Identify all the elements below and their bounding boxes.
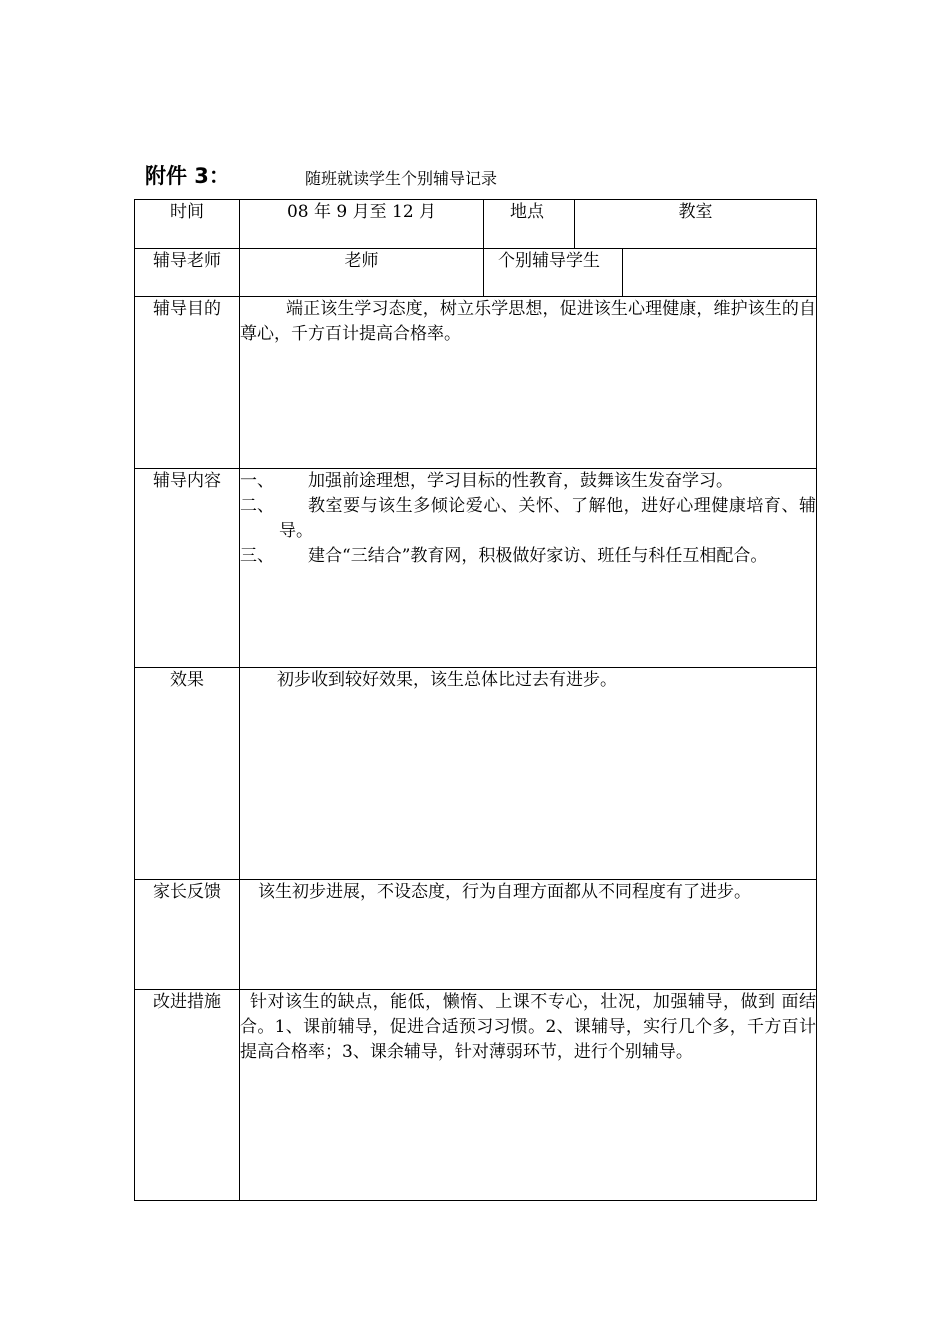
parent-feedback-label: 家长反馈	[135, 880, 240, 990]
effect-text: 初步收到较好效果，该生总体比过去有进步。	[277, 670, 617, 690]
row-effect	[135, 668, 817, 880]
student-label: 个别辅导学生	[484, 249, 623, 297]
content-item-text: 建合“三结合”教育网，积极做好家访、班任与科任互相配合。	[308, 546, 768, 566]
location-label: 地点	[484, 200, 575, 249]
teacher-value: 老师	[240, 249, 484, 297]
document-title: 随班就读学生个别辅导记录	[305, 169, 498, 188]
page-header	[145, 160, 805, 192]
parent-feedback-text: 该生初步进展，不设态度，行为自理方面都从不同程度有了进步。	[258, 882, 751, 902]
parent-feedback-cell	[240, 880, 817, 990]
content-item	[240, 544, 816, 569]
row-content	[135, 469, 817, 668]
row-goal	[135, 297, 817, 469]
effect-label: 效果	[135, 668, 240, 880]
content-item-text: 加强前途理想，学习目标的性教育，鼓舞该生发奋学习。	[308, 471, 733, 491]
row-parent-feedback	[135, 880, 817, 990]
content-item	[240, 469, 816, 494]
row-improvement	[135, 990, 817, 1201]
tutoring-record-table	[134, 199, 817, 1201]
goal-cell	[240, 297, 817, 469]
time-label: 时间	[135, 200, 240, 249]
attachment-label: 附件 3：	[145, 164, 230, 188]
content-item	[240, 494, 816, 544]
improvement-text: 针对该生的缺点，能低，懒惰、上课不专心，壮况，加强辅导，做到 面结合。1、课前辅导，促进合适预习习惯。2、课辅导，实行几个多，千方百计提高合格率；3、课余辅导，针对薄弱环节，进行个别辅导。	[240, 992, 816, 1062]
content-label: 辅导内容	[135, 469, 240, 668]
content-item-number: 二、	[240, 496, 274, 516]
improvement-label: 改进措施	[135, 990, 240, 1201]
content-cell	[240, 469, 817, 668]
time-value: 08 年 9 月至 12 月	[240, 200, 484, 249]
improvement-cell	[240, 990, 817, 1201]
effect-cell	[240, 668, 817, 880]
row-teacher-student	[135, 249, 817, 297]
row-time-location	[135, 200, 817, 249]
student-value	[623, 249, 817, 297]
teacher-label: 辅导老师	[135, 249, 240, 297]
location-value: 教室	[575, 200, 817, 249]
goal-label: 辅导目的	[135, 297, 240, 469]
content-item-text: 教室要与该生多倾论爱心、关怀、了解他，进好心理健康培育、辅导。	[279, 496, 816, 541]
goal-text: 端正该生学习态度，树立乐学思想，促进该生心理健康，维护该生的自尊心，千方百计提高合格率。	[240, 299, 816, 344]
content-item-number: 三、	[240, 546, 274, 566]
content-item-number: 一、	[240, 471, 274, 491]
